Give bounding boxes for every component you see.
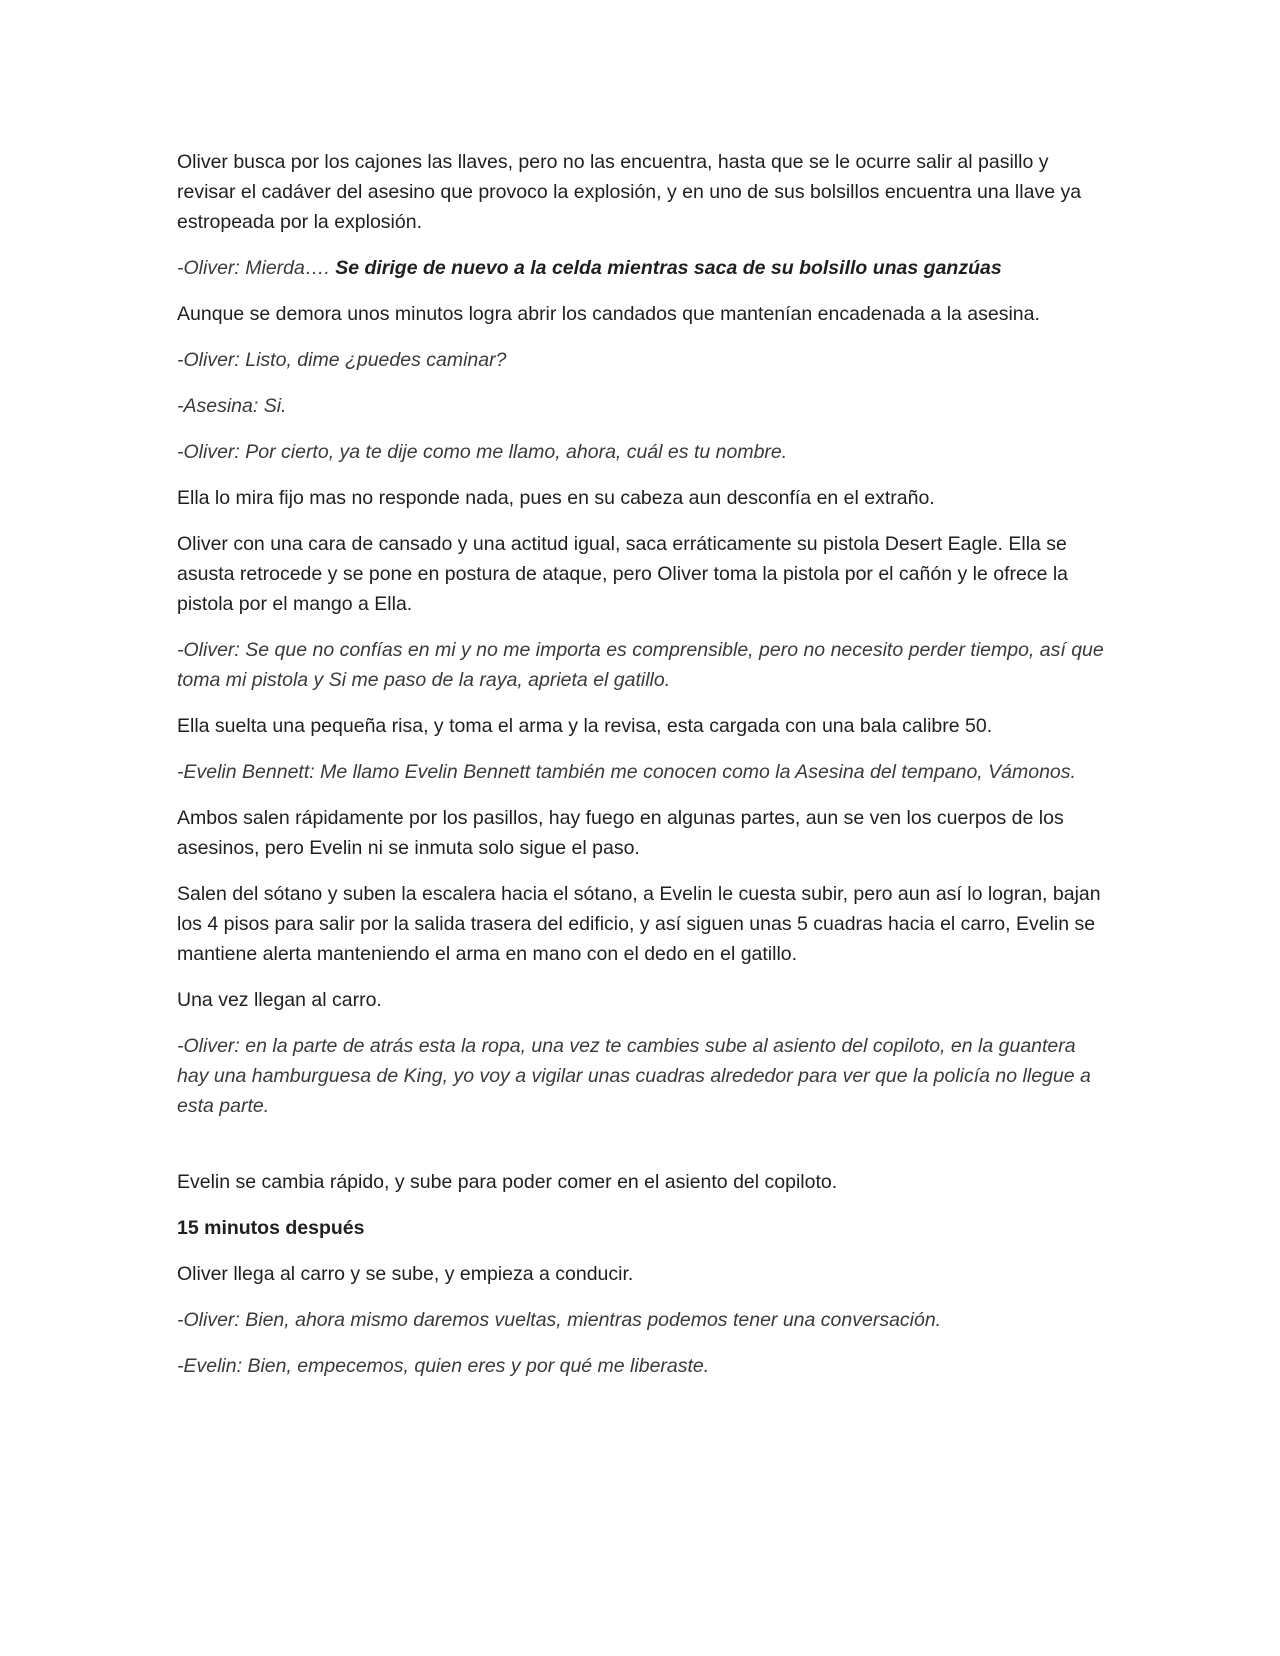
narration-paragraph: Evelin se cambia rápido, y sube para poder comer en el asiento del copiloto. <box>177 1171 838 1193</box>
dialogue-paragraph: -Oliver: en la parte de atrás esta la ropa, una vez te cambies sube al asiento del copiloto, en la guantera hay una hamburguesa de King, yo voy a vigilar unas cuadras alrededor para ver que la policía no llegue a esta parte. <box>177 1035 1091 1117</box>
dialogue-paragraph: -Oliver: Se que no confías en mi y no me importa es comprensible, pero no necesito perder tiempo, así que toma mi pistola y Si me paso de la raya, aprieta el gatillo. <box>177 639 1104 691</box>
narration-paragraph: Oliver con una cara de cansado y una actitud igual, saca erráticamente su pistola Desert Eagle. Ella se asusta retrocede y se pone en postura de ataque, pero Oliver toma la pistola por el cañón y le ofrece la pistola por el mango a Ella. <box>177 533 1069 615</box>
dialogue-paragraph: -Asesina: Si. <box>177 395 287 417</box>
narration-paragraph: Aunque se demora unos minutos logra abrir los candados que mantenían encadenada a la asesina. <box>177 303 1040 325</box>
dialogue-paragraph: -Oliver: Por cierto, ya te dije como me llamo, ahora, cuál es tu nombre. <box>177 441 788 463</box>
dialogue-line: -Oliver: Mierda…. <box>177 257 330 279</box>
dialogue-paragraph: -Evelin Bennett: Me llamo Evelin Bennett también me conocen como la Asesina del tempano, Vámonos. <box>177 761 1076 783</box>
narration-paragraph: Ella lo mira fijo mas no responde nada, pues en su cabeza aun desconfía en el extraño. <box>177 487 935 509</box>
dialogue-paragraph: -Oliver: Listo, dime ¿puedes caminar? <box>177 349 507 371</box>
narration-paragraph: Oliver busca por los cajones las llaves, pero no las encuentra, hasta que se le ocurre salir al pasillo y revisar el cadáver del asesino que provoco la explosión, y en uno de sus bolsillos encuentra una llave ya estropeada por la explosión. <box>177 151 1082 233</box>
narration-paragraph: Ella suelta una pequeña risa, y toma el arma y la revisa, esta cargada con una bala calibre 50. <box>177 715 993 737</box>
blank-line <box>177 1137 1107 1167</box>
narration-paragraph: Ambos salen rápidamente por los pasillos, hay fuego en algunas partes, aun se ven los cuerpos de los asesinos, pero Evelin ni se inmuta solo sigue el paso. <box>177 807 1064 859</box>
dialogue-paragraph <box>177 253 1107 283</box>
scene-heading: 15 minutos después <box>177 1217 365 1239</box>
stage-direction: Se dirige de nuevo a la celda mientras saca de su bolsillo unas ganzúas <box>335 257 1002 279</box>
dialogue-paragraph: -Evelin: Bien, empecemos, quien eres y por qué me liberaste. <box>177 1355 710 1377</box>
document-body <box>177 147 1107 1397</box>
narration-paragraph: Oliver llega al carro y se sube, y empieza a conducir. <box>177 1263 634 1285</box>
narration-paragraph: Una vez llegan al carro. <box>177 989 382 1011</box>
dialogue-paragraph: -Oliver: Bien, ahora mismo daremos vueltas, mientras podemos tener una conversación. <box>177 1309 942 1331</box>
narration-paragraph: Salen del sótano y suben la escalera hacia el sótano, a Evelin le cuesta subir, pero aun así lo logran, bajan los 4 pisos para salir por la salida trasera del edificio, y así siguen unas 5 cuadras hacia el carro, Evelin se mantiene alerta manteniendo el arma en mano con el dedo en el gatillo. <box>177 883 1101 965</box>
